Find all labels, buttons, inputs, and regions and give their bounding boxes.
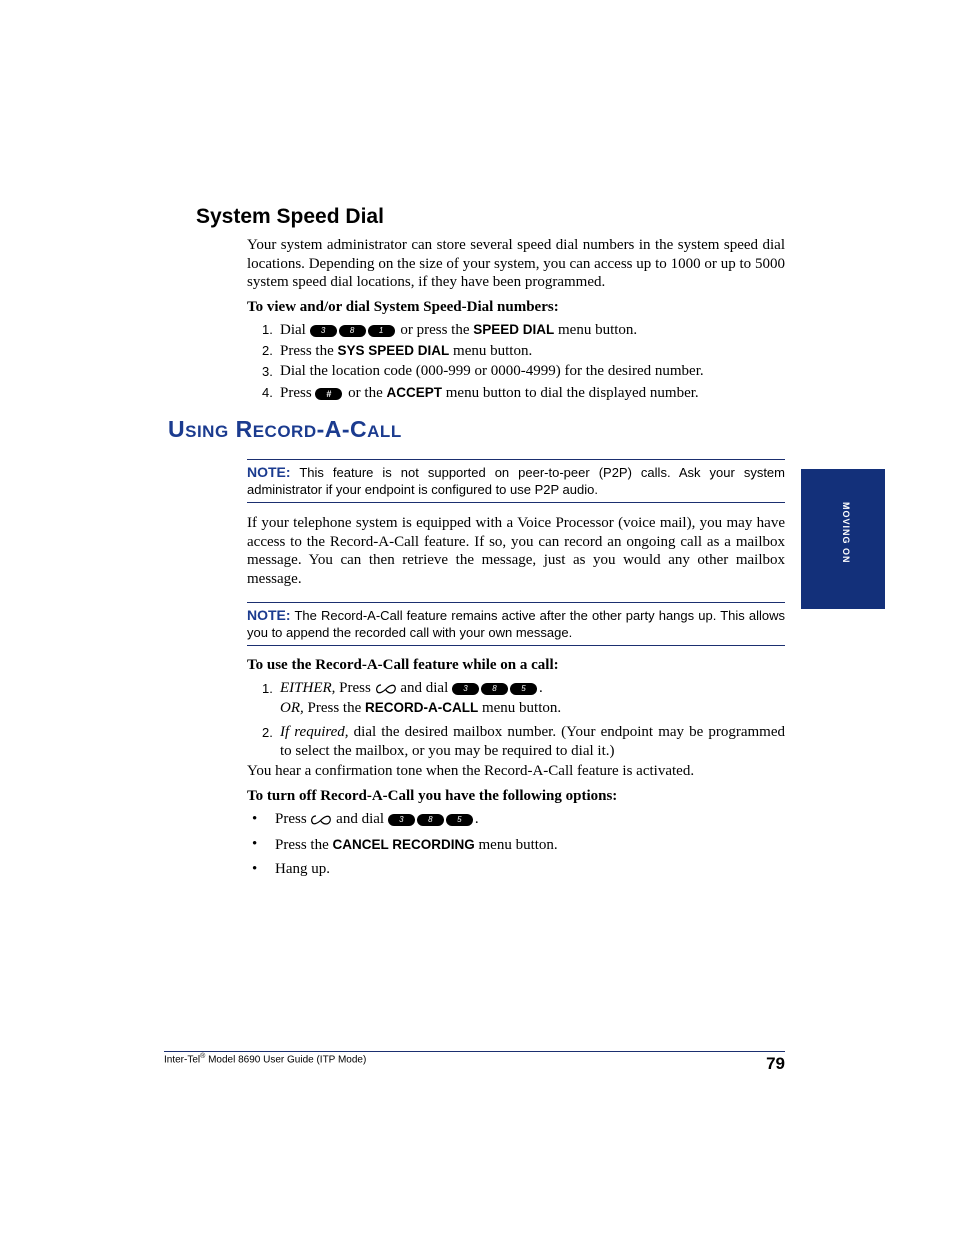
speaker-handset-icon <box>375 683 397 695</box>
step-text: Press the <box>307 700 362 716</box>
menu-button-name: CANCEL RECORDING <box>332 837 475 852</box>
menu-button-name: RECORD-A-CALL <box>365 700 479 715</box>
menu-button-name: ACCEPT <box>386 385 443 400</box>
step-text: and dial <box>336 811 385 827</box>
step-number: 2. <box>262 725 273 740</box>
step-text: Press <box>339 680 371 696</box>
dial-key-icon: 1 <box>368 325 395 337</box>
step-1 <box>247 320 785 339</box>
speaker-handset-icon <box>310 814 332 826</box>
step-text: Press <box>275 811 307 827</box>
menu-button-name: SYS SPEED DIAL <box>337 343 450 358</box>
dial-key-icon: 3 <box>452 683 479 695</box>
menu-button-name: SPEED DIAL <box>473 322 555 337</box>
step-number: 1. <box>262 322 273 337</box>
note-p2p <box>247 459 785 503</box>
step-number: 4. <box>262 385 273 400</box>
chapter-side-tab <box>801 469 885 609</box>
step-text: menu button. <box>481 700 562 716</box>
step-number: 1. <box>262 681 273 696</box>
dial-key-icon: 3 <box>310 325 337 337</box>
note-remains-active <box>247 602 785 646</box>
step-text: menu button to dial the displayed number. <box>445 385 699 401</box>
bullet-3: • Hang up. <box>247 860 785 879</box>
note-label: NOTE: <box>247 607 291 623</box>
bullet-1: • Press and dial 3 8 5 . <box>252 811 479 827</box>
step-text: Dial the location code (000-999 or 0000-4999) for the desired number. <box>280 363 704 379</box>
dial-key-icon: 3 <box>388 814 415 826</box>
step-text: menu button. <box>453 343 533 359</box>
subheading-turn-off: To turn off Record-A-Call you have the following options: <box>247 788 618 804</box>
step-text: Press the <box>275 837 329 853</box>
dial-key-icon: 5 <box>510 683 537 695</box>
bullet-2: • Press the CANCEL RECORDING menu button. <box>252 836 558 853</box>
step-4 <box>247 383 785 402</box>
step-text: and dial <box>400 680 449 696</box>
footer-text: Inter-Tel® Model 8690 User Guide (ITP Mode) <box>164 1053 367 1066</box>
step-number: 2. <box>262 343 273 358</box>
step-text: Dial <box>280 322 306 338</box>
step-2 <box>247 341 785 360</box>
side-tab-label: MOVING ON <box>841 502 851 564</box>
step-text: menu button. <box>558 322 638 338</box>
step-text: or press the <box>400 322 470 338</box>
step-text: or the <box>348 385 383 401</box>
intro-paragraph: Your system administrator can store several speed dial numbers in the system speed dial locations. Depending on the size of your system, you can access up to 1000 or up to 5000 system speed dial locations, if they have been programmed. <box>247 237 785 291</box>
note-label: NOTE: <box>247 464 291 480</box>
dial-key-icon: 8 <box>339 325 366 337</box>
step-3 <box>247 362 785 381</box>
step-text: EITHER, <box>280 680 336 696</box>
note-text: This feature is not supported on peer-to-peer (P2P) calls. Ask your system administrator if your endpoint is configured to use P2P audio. <box>247 465 785 497</box>
record-step-2 <box>247 723 785 763</box>
step-text: If required, <box>280 724 349 740</box>
page-number: 79 <box>766 1054 785 1073</box>
dial-key-icon: 8 <box>417 814 444 826</box>
record-step-1: 1. EITHER, Press and dial 3 8 5 . OR, Press the RECORD-A-CALL menu button. <box>262 680 562 716</box>
step-text: Hang up. <box>275 861 330 877</box>
confirmation-text: You hear a confirmation tone when the Record-A-Call feature is activated. <box>247 763 695 779</box>
step-text: Press the <box>280 343 334 359</box>
note-text: The Record-A-Call feature remains active after the other party hangs up. This allows you to append the recorded call with your own message. <box>247 608 785 640</box>
step-text: Press <box>280 385 312 401</box>
step-number: 3. <box>262 364 273 379</box>
dial-key-icon: 5 <box>446 814 473 826</box>
pound-key-icon: # <box>315 388 342 400</box>
footer-divider <box>164 1051 785 1052</box>
step-text: menu button. <box>478 837 558 853</box>
step-text: OR, <box>280 700 304 716</box>
subheading-use-record: To use the Record-A-Call feature while on a call: <box>247 657 559 673</box>
dial-key-icon: 8 <box>481 683 508 695</box>
record-a-call-paragraph: If your telephone system is equipped with a Voice Processor (voice mail), you may have access to the Record-A-Call feature. If so, you can record an ongoing call as a mailbox message. You can then retrieve the message, just as you would any other mailbox message. <box>247 515 785 588</box>
step-text: dial the desired mailbox number. (Your endpoint may be programmed to select the mailbox, or you may be required to dial it.) <box>280 724 786 759</box>
section-title-using-record-a-call: USING RECORD-A-CALL <box>168 416 402 442</box>
section-title-system-speed-dial: System Speed Dial <box>196 205 384 228</box>
subheading-view-dial: To view and/or dial System Speed-Dial numbers: <box>247 299 559 315</box>
